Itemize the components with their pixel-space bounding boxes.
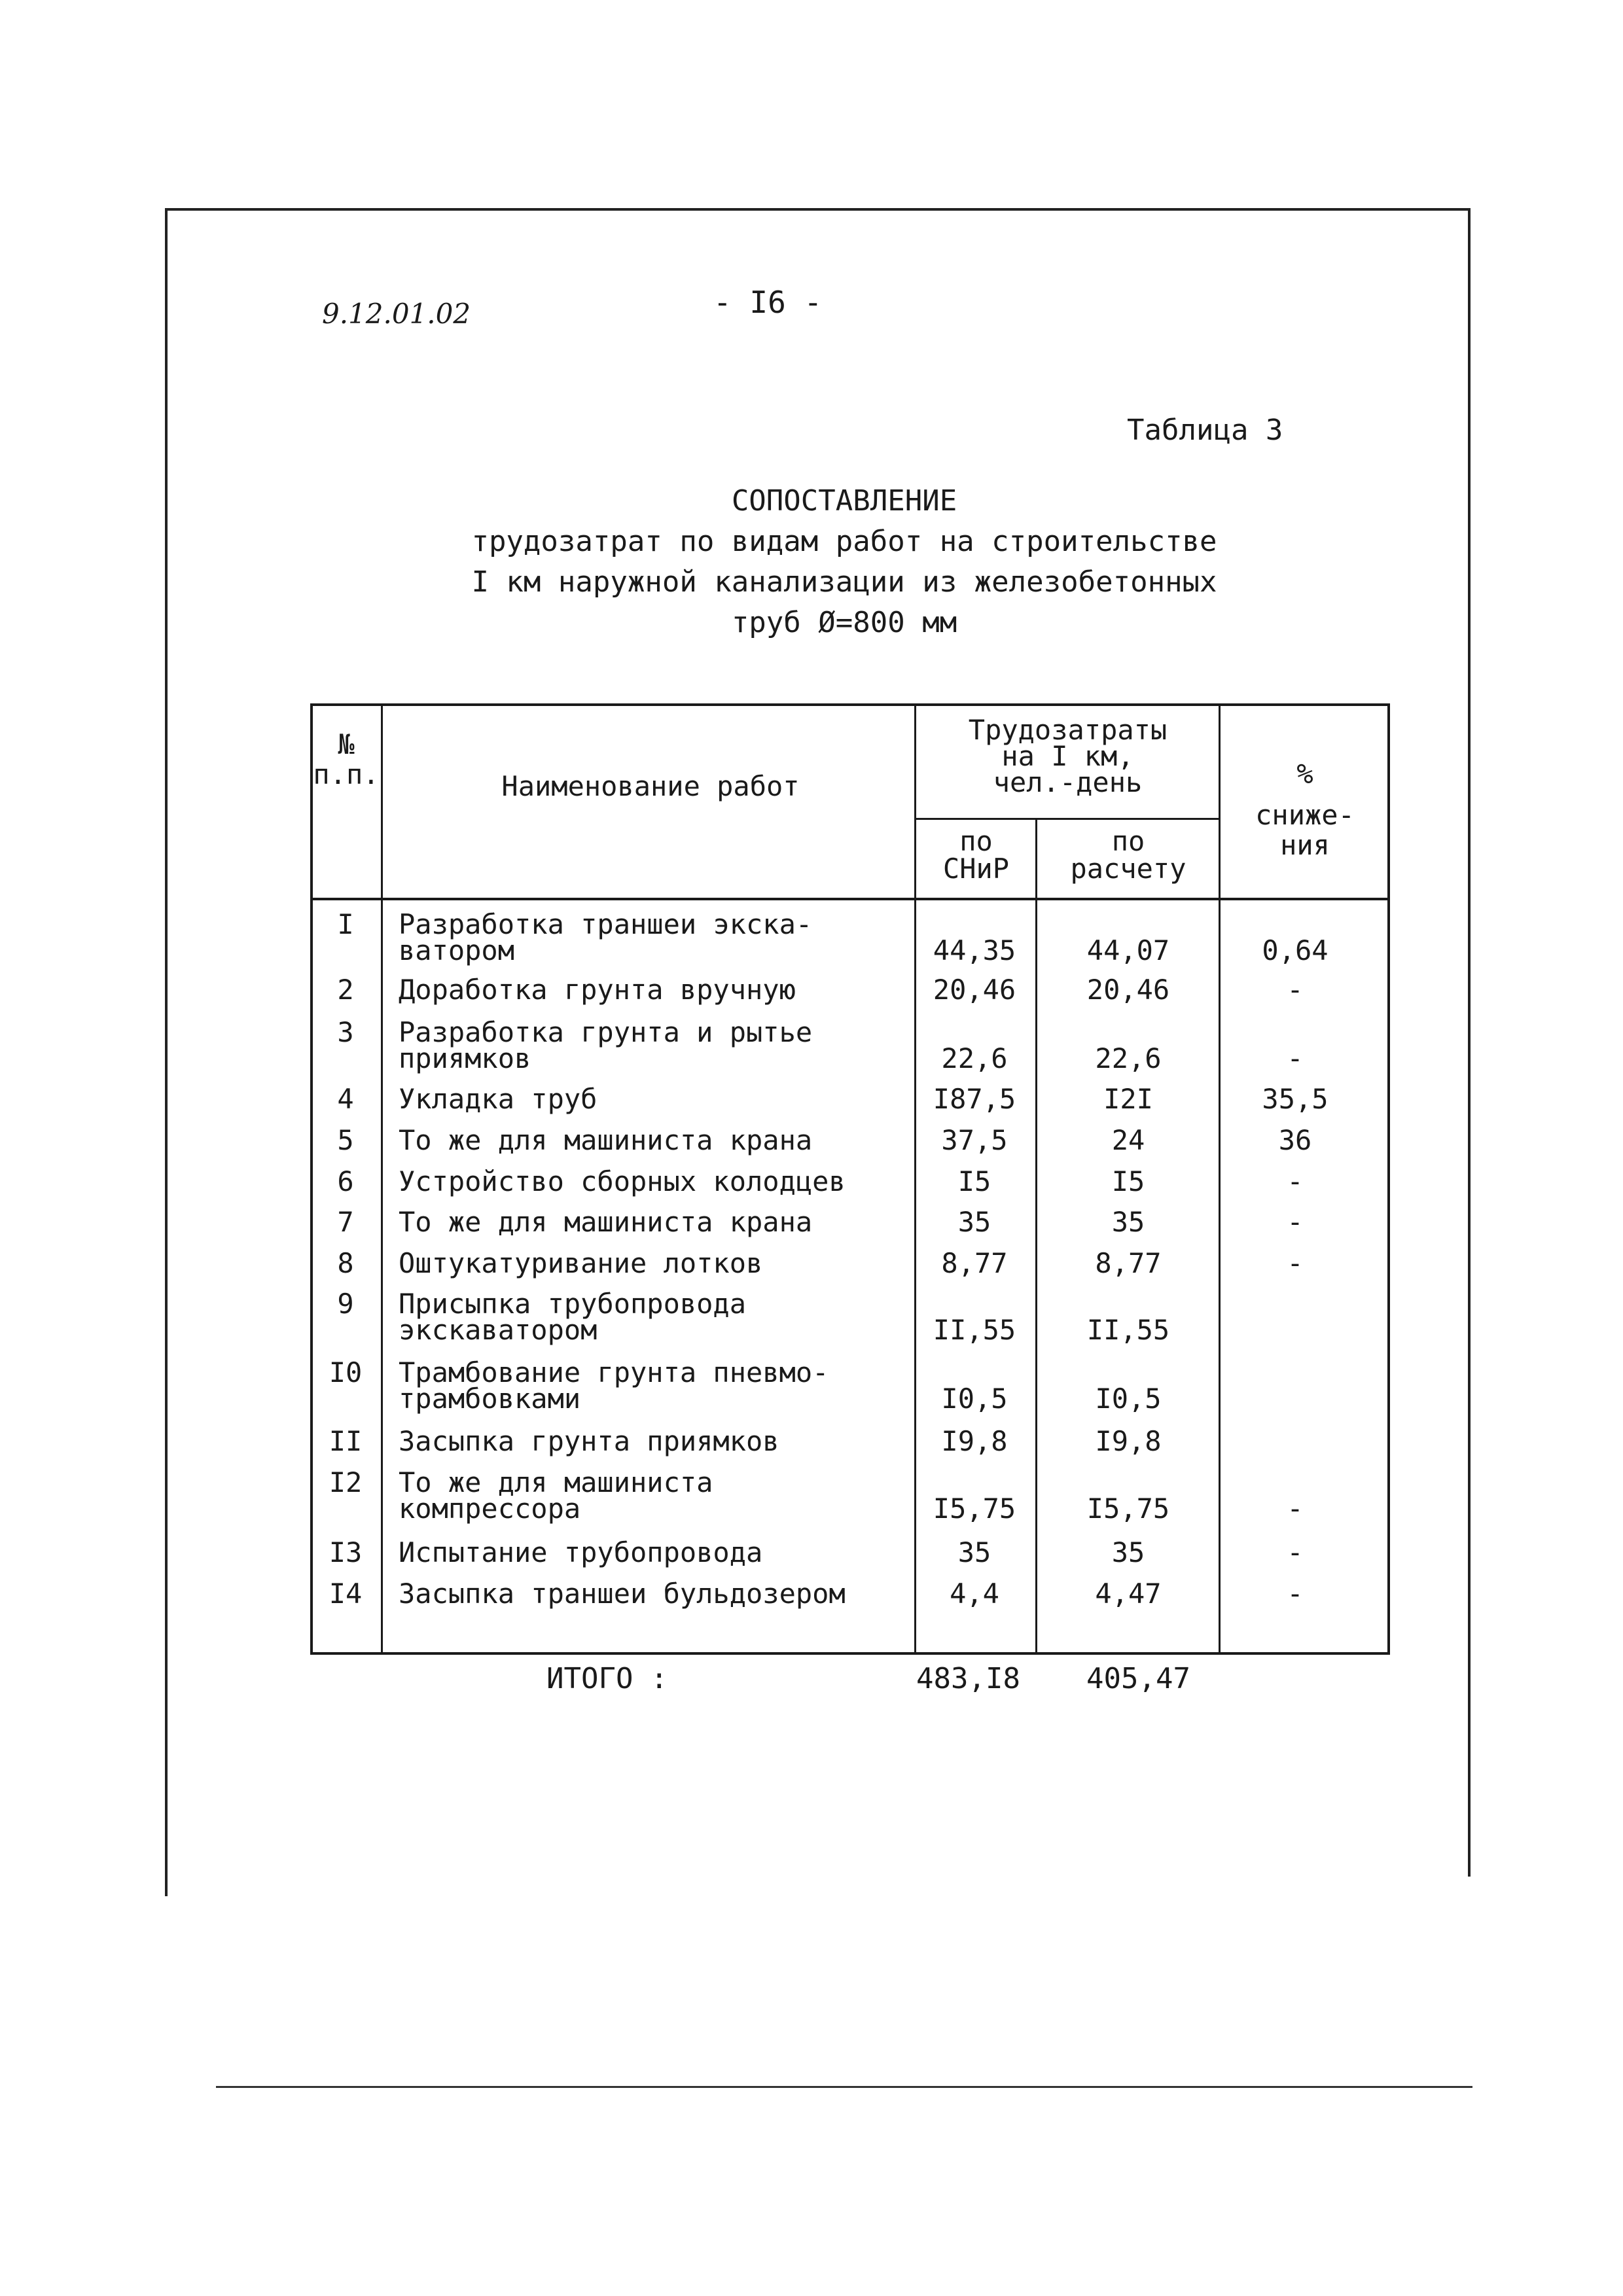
row-number: I2 xyxy=(329,1466,363,1498)
row-snip-value: I9,8 xyxy=(941,1425,1008,1457)
title-line-3: I км наружной канализации из железобетонных xyxy=(471,565,1217,599)
row-snip-value: I0,5 xyxy=(941,1383,1008,1415)
row-number: 6 xyxy=(337,1165,354,1197)
row-number: 2 xyxy=(337,974,354,1006)
row-percent-value: - xyxy=(1287,1578,1304,1610)
row-calc-value: 44,07 xyxy=(1086,934,1170,966)
page-frame-right-border xyxy=(1468,208,1471,1877)
total-snip-value: 483,I8 xyxy=(916,1662,1020,1695)
row-work-name: Устройство сборных колодцев xyxy=(399,1165,846,1197)
row-percent-value: - xyxy=(1287,1206,1304,1238)
row-snip-value: 35 xyxy=(957,1206,991,1238)
header-percent-line-3: ния xyxy=(1280,829,1330,861)
header-percent-line-1: % xyxy=(1296,758,1313,790)
row-work-name: Укладка труб xyxy=(399,1083,597,1115)
row-number: 3 xyxy=(337,1016,354,1048)
row-snip-value: 4,4 xyxy=(950,1578,999,1610)
row-calc-value: I5 xyxy=(1111,1165,1145,1197)
table-bottom-border xyxy=(310,1652,1390,1655)
document-title xyxy=(432,481,1257,643)
row-work-name-continued: трамбовками xyxy=(399,1383,581,1415)
number-column-divider xyxy=(381,703,383,1655)
row-percent-value: - xyxy=(1287,1536,1304,1568)
header-number-symbol: № xyxy=(338,728,355,760)
header-snip-line-1: по xyxy=(959,825,993,857)
row-number: I0 xyxy=(329,1356,363,1388)
row-snip-value: 37,5 xyxy=(941,1124,1008,1156)
header-bottom-border xyxy=(310,898,1390,900)
title-line-4: труб Ø=800 мм xyxy=(731,606,957,639)
row-calc-value: 24 xyxy=(1111,1124,1145,1156)
row-calc-value: 35 xyxy=(1111,1206,1145,1238)
page-frame-left-border xyxy=(165,208,168,1896)
row-work-name: Трамбование грунта пневмо- xyxy=(399,1356,829,1388)
row-percent-value: 35,5 xyxy=(1262,1083,1329,1115)
page-frame-bottom-border xyxy=(216,2086,1472,2088)
page-frame-top-border xyxy=(165,208,1471,211)
row-work-name: Засыпка грунта приямков xyxy=(399,1425,779,1457)
row-work-name: Засыпка траншеи бульдозером xyxy=(399,1578,846,1610)
header-calc-line-1: по xyxy=(1111,825,1145,857)
row-calc-value: I0,5 xyxy=(1095,1383,1162,1415)
name-column-divider xyxy=(914,703,916,1655)
row-calc-value: 4,47 xyxy=(1095,1578,1162,1610)
row-work-name-continued: приямков xyxy=(399,1042,531,1074)
row-work-name: Присыпка трубопровода xyxy=(399,1288,747,1320)
row-snip-value: 8,77 xyxy=(941,1247,1008,1279)
row-calc-value: 20,46 xyxy=(1086,974,1170,1006)
row-calc-value: I9,8 xyxy=(1095,1425,1162,1457)
labor-comparison-table xyxy=(310,703,1390,1655)
header-labor-line-1: Трудозатраты xyxy=(968,714,1168,746)
row-work-name: Разработка грунта и рытье xyxy=(399,1016,813,1048)
row-snip-value: 44,35 xyxy=(933,934,1016,966)
header-labor-line-3: чел.-день xyxy=(993,766,1143,798)
row-calc-value: 35 xyxy=(1111,1536,1145,1568)
document-code: 9.12.01.02 xyxy=(322,298,471,330)
row-number: 4 xyxy=(337,1083,354,1115)
row-percent-value: - xyxy=(1287,1492,1304,1525)
page-number: - I6 - xyxy=(713,285,823,320)
row-calc-value: I2I xyxy=(1103,1083,1153,1115)
table-right-border xyxy=(1387,703,1390,1655)
row-number: 9 xyxy=(337,1288,354,1320)
row-number: 8 xyxy=(337,1247,354,1279)
row-work-name: Оштукатуривание лотков xyxy=(399,1247,763,1279)
row-work-name-continued: экскаватором xyxy=(399,1314,597,1346)
row-work-name: Разработка траншеи экска- xyxy=(399,908,813,940)
title-line-1: СОПОСТАВЛЕНИЕ xyxy=(731,484,957,518)
row-number: 7 xyxy=(337,1206,354,1238)
row-work-name-continued: ватором xyxy=(399,934,515,966)
row-calc-value: I5,75 xyxy=(1086,1492,1170,1525)
row-snip-value: I87,5 xyxy=(933,1083,1016,1115)
row-percent-value: 0,64 xyxy=(1262,934,1329,966)
row-work-name: То же для машиниста xyxy=(399,1466,713,1498)
row-percent-value: - xyxy=(1287,1165,1304,1197)
row-calc-value: II,55 xyxy=(1086,1314,1170,1346)
row-work-name: То же для машиниста крана xyxy=(399,1124,813,1156)
row-snip-value: II,55 xyxy=(933,1314,1016,1346)
row-number: I3 xyxy=(329,1536,363,1568)
table-top-border xyxy=(310,703,1390,706)
row-number: I4 xyxy=(329,1578,363,1610)
row-work-name: Доработка грунта вручную xyxy=(399,974,796,1006)
row-snip-value: 20,46 xyxy=(933,974,1016,1006)
row-snip-value: 35 xyxy=(957,1536,991,1568)
header-labor-line-2: на I км, xyxy=(1001,740,1134,772)
table-label: Таблица 3 xyxy=(1127,414,1283,447)
calc-column-divider xyxy=(1219,703,1221,1655)
row-percent-value: - xyxy=(1287,1042,1304,1074)
total-label: ИТОГО : xyxy=(546,1662,668,1695)
row-calc-value: 8,77 xyxy=(1095,1247,1162,1279)
row-work-name: То же для машиниста крана xyxy=(399,1206,813,1238)
title-line-2: трудозатрат по видам работ на строительстве xyxy=(471,525,1217,558)
row-calc-value: 22,6 xyxy=(1095,1042,1162,1074)
snip-column-divider xyxy=(1035,818,1037,1655)
row-number: 5 xyxy=(337,1124,354,1156)
row-snip-value: I5,75 xyxy=(933,1492,1016,1525)
labor-subheader-divider xyxy=(916,818,1220,820)
row-percent-value: - xyxy=(1287,974,1304,1006)
row-work-name: Испытание трубопровода xyxy=(399,1536,763,1568)
row-number: II xyxy=(329,1425,363,1457)
header-calc-line-2: расчету xyxy=(1070,853,1186,885)
row-snip-value: I5 xyxy=(957,1165,991,1197)
total-calc-value: 405,47 xyxy=(1086,1662,1190,1695)
header-percent-line-2: сниже- xyxy=(1255,799,1355,831)
header-snip-line-2: СНиР xyxy=(942,853,1010,885)
row-snip-value: 22,6 xyxy=(941,1042,1008,1074)
header-number-label: п.п. xyxy=(313,758,380,790)
row-percent-value: 36 xyxy=(1278,1124,1312,1156)
header-work-name: Наименование работ xyxy=(501,770,800,802)
row-work-name-continued: компрессора xyxy=(399,1492,581,1525)
row-percent-value: - xyxy=(1287,1247,1304,1279)
row-number: I xyxy=(337,908,354,940)
